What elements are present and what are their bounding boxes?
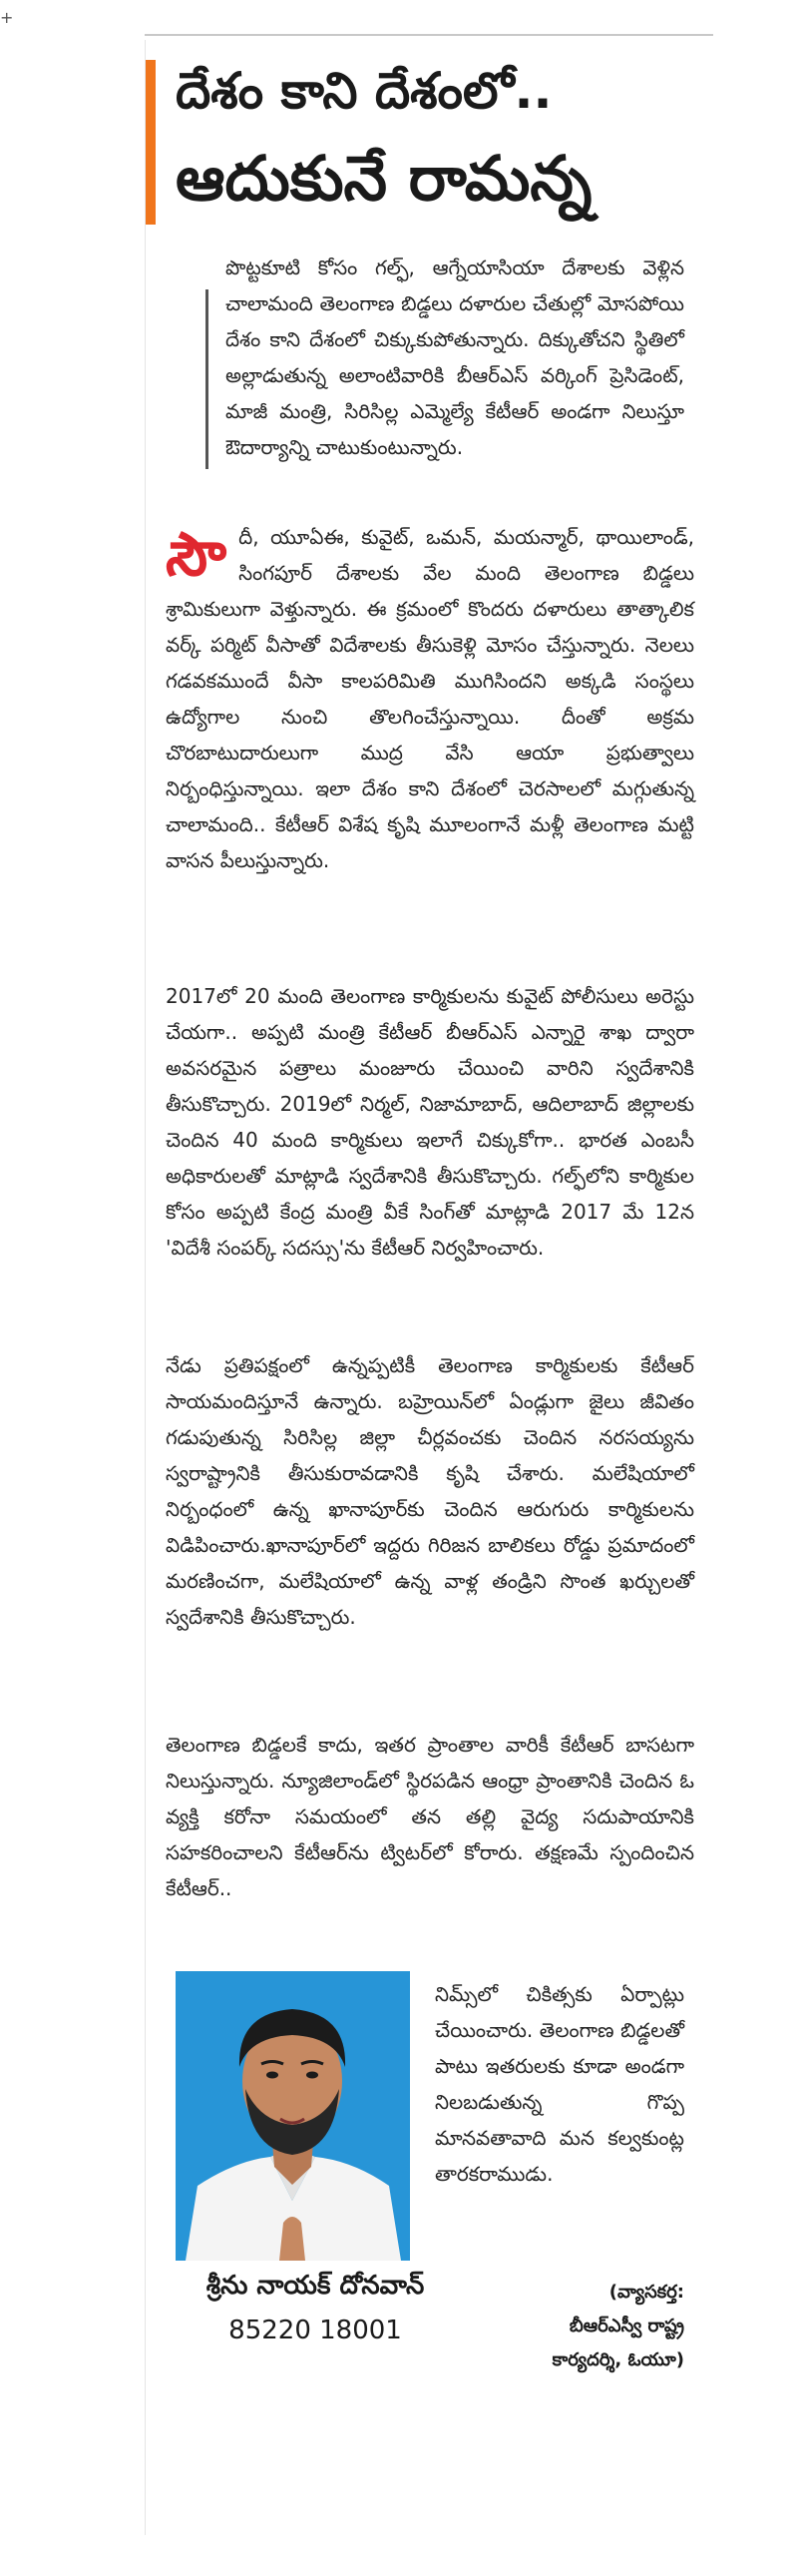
paragraph-1-text: దీ, యూఏఈ, కువైట్, ఒమన్, మయన్మార్, థాయిలాండ్, సింగపూర్ దేశాలకు వేల మంది తెలంగాణ బిడ్డలు శ్రామికులుగా వెళ్తున్నారు. ఈ క్రమంలో కొందరు దళారులు తాత్కాలిక వర్క్ పర్మిట్ వీసాతో విదేశాలకు తీసుకెళ్లి మోసం చేస్తున్నారు. నెలలు గడవకముందే వీసా కాలపరిమితి ముగిసిందని అక్కడి సంస్థలు ఉద్యోగాల నుంచి తొలగించేస్తున్నాయి. దీంతో అక్రమ చొరబాటుదారులుగా ముద్ర వేసి ఆయా ప్రభుత్వాలు నిర్బంధిస్తున్నాయి. ఇలా దేశం కాని దేశంలో చెరసాలలో మగ్గుతున్న చాలామంది.. కేటీఆర్ విశేష కృషి మూలంగానే మళ్లీ తెలంగాణ మట్టి వాసన పీలుస్తున్నారు.	[166, 525, 694, 872]
intro-text: పొట్టకూటి కోసం గల్ఫ్, ఆగ్నేయాసియా దేశాలకు వెళ్లిన చాలామంది తెలంగాణ బిడ్డలు దళారుల చేతుల్లో మోసపోయి దేశం కాని దేశంలో చిక్కుకుపోతున్నారు. దిక్కుతోచని స్థితిలో అల్లాడుతున్న అలాంటివారికి బీఆర్ఎస్ వర్కింగ్ ప్రెసిడెంట్, మాజీ మంత్రి, సిరిసిల్ల ఎమ్మెల్యే కేటీఆర్ అండగా నిలుస్తూ ఔదార్యాన్ని చాటుకుంటున్నారు.	[225, 256, 684, 459]
author-photo	[176, 1971, 410, 2261]
credit-label: (వ్యాసకర్త:	[608, 2282, 684, 2303]
intro-paragraph	[225, 250, 684, 465]
top-rule	[145, 34, 713, 36]
headline-line-1: దేశం కాని దేశంలో..	[176, 62, 553, 120]
headline-accent-bar	[146, 60, 156, 225]
body-paragraph-2	[166, 978, 694, 1266]
dropcap: సౌ	[166, 520, 227, 590]
credit-line-3: కార్యదర్శి, ఓయూ)	[552, 2349, 684, 2370]
author-portrait-illustration	[176, 1971, 410, 2261]
corner-mark: +	[0, 8, 14, 27]
paragraph-2-text: 2017లో 20 మంది తెలంగాణ కార్మికులను కువైట్ పోలీసులు అరెస్టు చేయగా.. అప్పటి మంత్రి కేటీఆర్ బీఆర్ఎస్ ఎన్నారై శాఖ ద్వారా అవసరమైన పత్రాలు మంజూరు చేయించి వారిని స్వదేశానికి తీసుకొచ్చారు. 2019లో నిర్మల్, నిజామాబాద్, ఆదిలాబాద్ జిల్లాలకు చెందిన 40 మంది కార్మికులు ఇలాగే చిక్కుకోగా.. భారత ఎంబసీ అధికారులతో మాట్లాడి స్వదేశానికి తీసుకొచ్చారు. గల్ఫ్‌లోని కార్మికుల కోసం అప్పటి కేంద్ర మంత్రి వీకే సింగ్‌తో మాట్లాడి 2017 మే 12న 'విదేశీ సంపర్క్ సదస్సు'ను కేటీఆర్ నిర్వహించారు.	[166, 984, 694, 1260]
headline-block	[146, 60, 714, 230]
author-name: శ్రీను నాయక్ దోనవాన్	[205, 2271, 425, 2301]
article-page	[145, 40, 714, 2535]
headline-line-2: ఆదుకునే రామన్న	[176, 142, 593, 215]
paragraph-5-text: నిమ్స్‌లో చికిత్సకు ఏర్పాట్లు చేయించారు. తెలంగాణ బిడ్డలతో పాటు ఇతరులకు కూడా అండగా నిలబడుతున్న గొప్ప మానవతావాది మన కల్వకుంట్ల తారకరాముడు.	[435, 1982, 684, 2186]
author-phone: 85220 18001	[228, 2316, 402, 2345]
paragraph-3-text: నేడు ప్రతిపక్షంలో ఉన్నప్పటికీ తెలంగాణ కార్మికులకు కేటీఆర్ సాయమందిస్తూనే ఉన్నారు. బహ్రెయిన్‌లో ఏండ్లుగా జైలు జీవితం గడుపుతున్న సిరిసిల్ల జిల్లా చీర్లవంచకు చెందిన నరసయ్యను స్వరాష్ట్రానికి తీసుకురావడానికి కృషి చేశారు. మలేషియాలో నిర్బంధంలో ఉన్న ఖానాపూర్‌కు చెందిన ఆరుగురు కార్మికులను విడిపించారు.ఖానాపూర్‌లో ఇద్దరు గిరిజన బాలికలు రోడ్డు ప్రమాదంలో మరణించగా, మలేషియాలో ఉన్న వాళ్ల తండ్రిని సొంత ఖర్చులతో స్వదేశానికి తీసుకొచ్చారు.	[166, 1353, 694, 1629]
paragraph-4-text: తెలంగాణ బిడ్డలకే కాదు, ఇతర ప్రాంతాల వారికీ కేటీఆర్ బాసటగా నిలుస్తున్నారు. న్యూజిలాండ్‌లో స్థిరపడిన ఆంధ్రా ప్రాంతానికి చెందిన ఓ వ్యక్తి కరోనా సమయంలో తన తల్లి వైద్య సదుపాయానికి సహకరించాలని కేటీఆర్‌ను ట్విటర్‌లో కోరారు. తక్షణమే స్పందించిన కేటీఆర్..	[166, 1733, 694, 1900]
body-paragraph-1	[166, 519, 694, 878]
author-credit	[445, 2276, 684, 2377]
body-paragraph-4	[166, 1727, 694, 1906]
intro-rule	[205, 289, 208, 469]
body-paragraph-3	[166, 1347, 694, 1635]
credit-line-2: బీఆర్ఎస్వీ రాష్ట్ర	[569, 2316, 684, 2336]
body-paragraph-5	[435, 1976, 684, 2192]
